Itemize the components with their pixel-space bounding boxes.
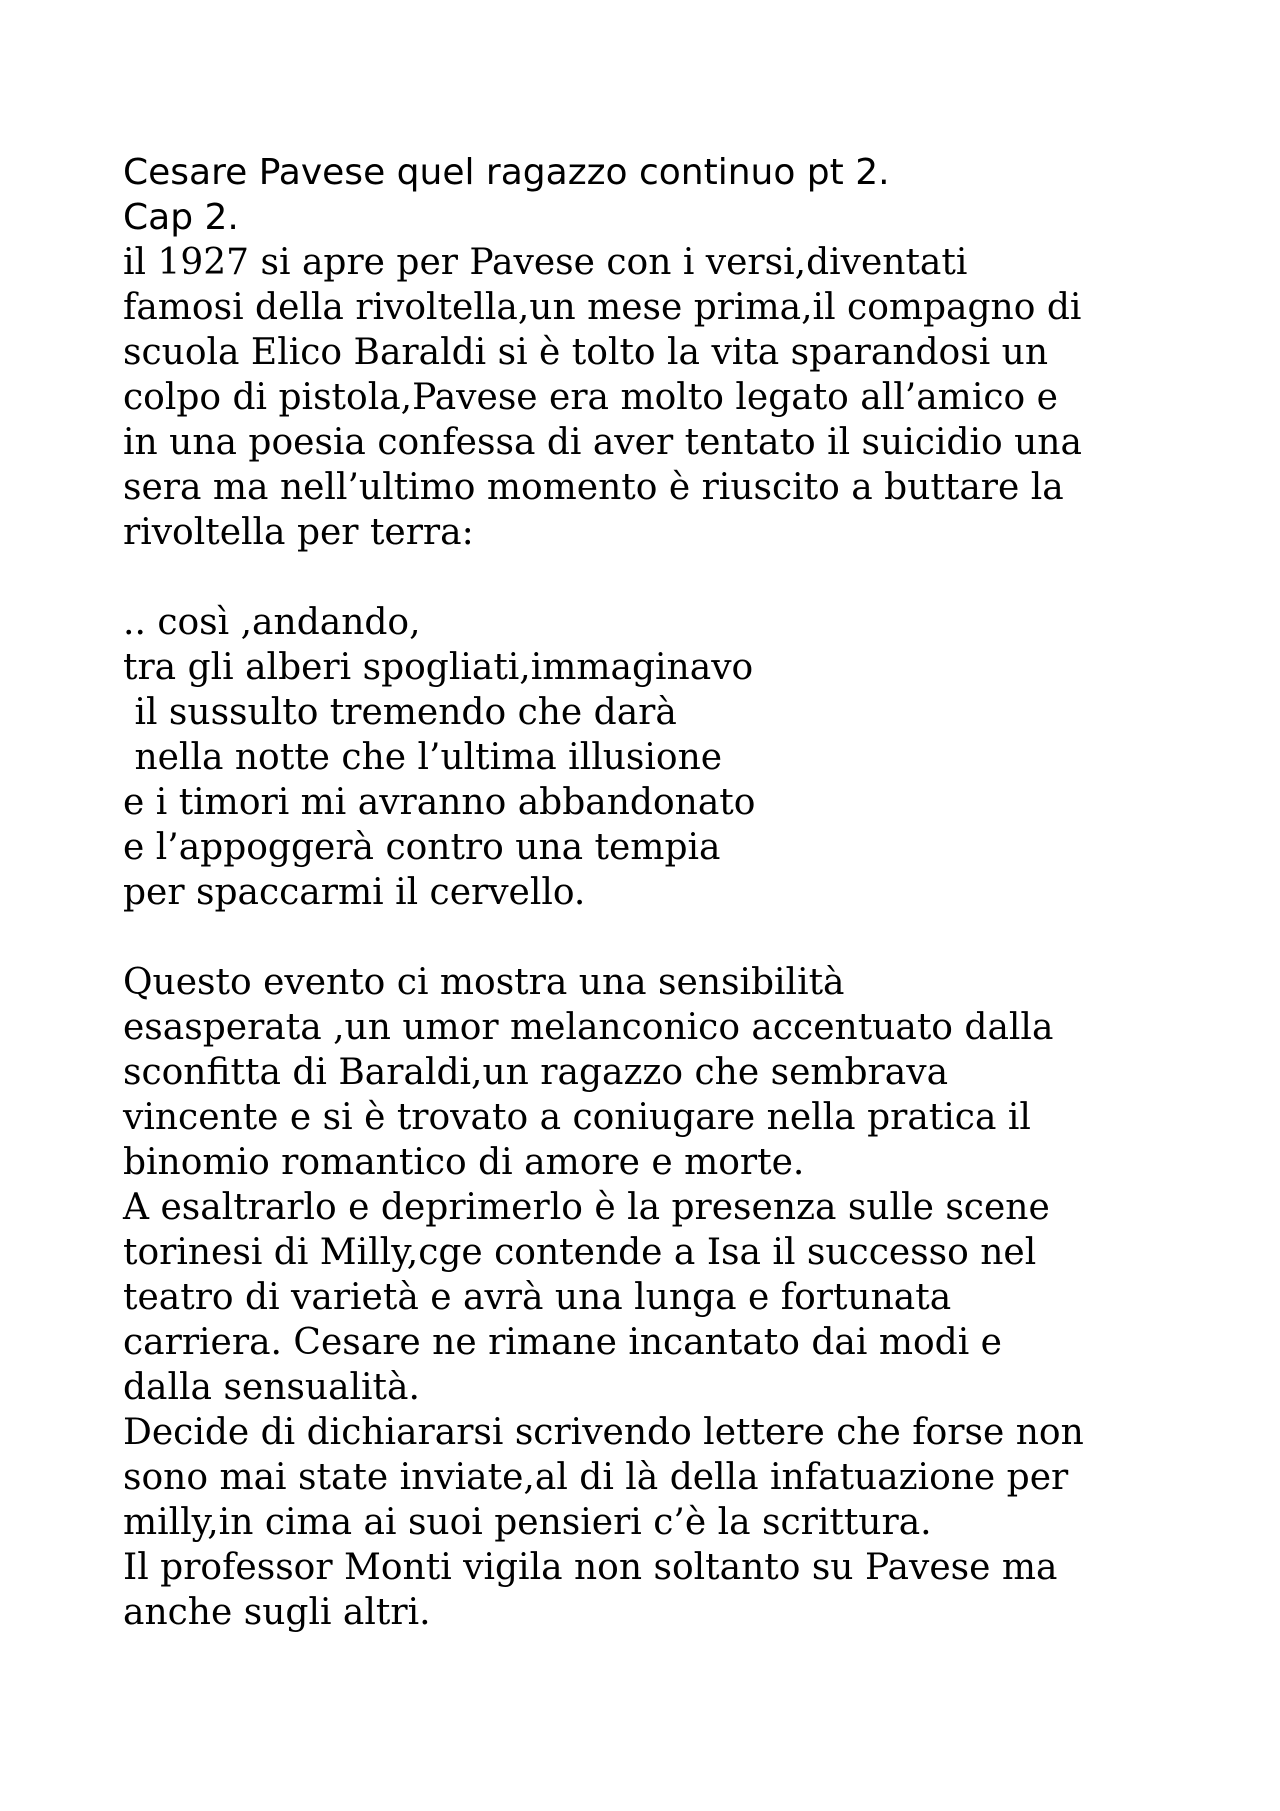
poem-line: nella notte che l’ultima illusione [123, 737, 723, 778]
text-line: esasperata ,un umor melanconico accentuato dalla [123, 1007, 1054, 1048]
poem-line: il sussulto tremendo che darà [123, 692, 677, 733]
poem-line: per spaccarmi il cervello. [123, 872, 586, 913]
poem-excerpt [123, 600, 1183, 915]
text-line: Il professor Monti vigila non soltanto su Pavese ma [123, 1547, 1058, 1588]
intro-paragraph [123, 240, 1183, 555]
poem-line: tra gli alberi spogliati,immaginavo [123, 647, 754, 688]
document-body [123, 150, 1183, 1635]
poem-line: e l’appoggerà contro una tempia [123, 827, 721, 868]
text-line: teatro di varietà e avrà una lunga e fortunata [123, 1277, 952, 1318]
chapter-heading: Cap 2. [123, 197, 239, 238]
text-line: rivoltella per terra: [123, 512, 474, 553]
text-line: famosi della rivoltella,un mese prima,il compagno di [123, 287, 1082, 328]
poem-line: e i timori mi avranno abbandonato [123, 782, 756, 823]
body-paragraph [123, 960, 1183, 1635]
text-line: sconfitta di Baraldi,un ragazzo che sembrava [123, 1052, 949, 1093]
text-line: il 1927 si apre per Pavese con i versi,diventati [123, 242, 968, 283]
paragraph-spacer [123, 555, 1183, 600]
text-line: dalla sensualità. [123, 1367, 420, 1408]
text-line: carriera. Cesare ne rimane incantato dai modi e [123, 1322, 1002, 1363]
text-line: sono mai state inviate,al di là della infatuazione per [123, 1457, 1069, 1498]
text-line: in una poesia confessa di aver tentato il suicidio una [123, 422, 1082, 463]
text-line: A esaltrarlo e deprimerlo è la presenza sulle scene [123, 1187, 1050, 1228]
text-line: anche sugli altri. [123, 1592, 431, 1633]
document-title: Cesare Pavese quel ragazzo continuo pt 2. [123, 152, 890, 193]
poem-line: .. così ,andando, [123, 602, 421, 643]
text-line: Decide di dichiararsi scrivendo lettere che forse non [123, 1412, 1084, 1453]
text-line: Questo evento ci mostra una sensibilità [123, 962, 845, 1003]
text-line: colpo di pistola,Pavese era molto legato all’amico e [123, 377, 1058, 418]
text-line: binomio romantico di amore e morte. [123, 1142, 805, 1183]
paragraph-spacer [123, 915, 1183, 960]
text-line: milly,in cima ai suoi pensieri c’è la scrittura. [123, 1502, 932, 1543]
text-line: vincente e si è trovato a coniugare nella pratica il [123, 1097, 1031, 1138]
text-line: sera ma nell’ultimo momento è riuscito a buttare la [123, 467, 1064, 508]
text-line: scuola Elico Baraldi si è tolto la vita sparandosi un [123, 332, 1049, 373]
text-line: torinesi di Milly,cge contende a Isa il successo nel [123, 1232, 1037, 1273]
